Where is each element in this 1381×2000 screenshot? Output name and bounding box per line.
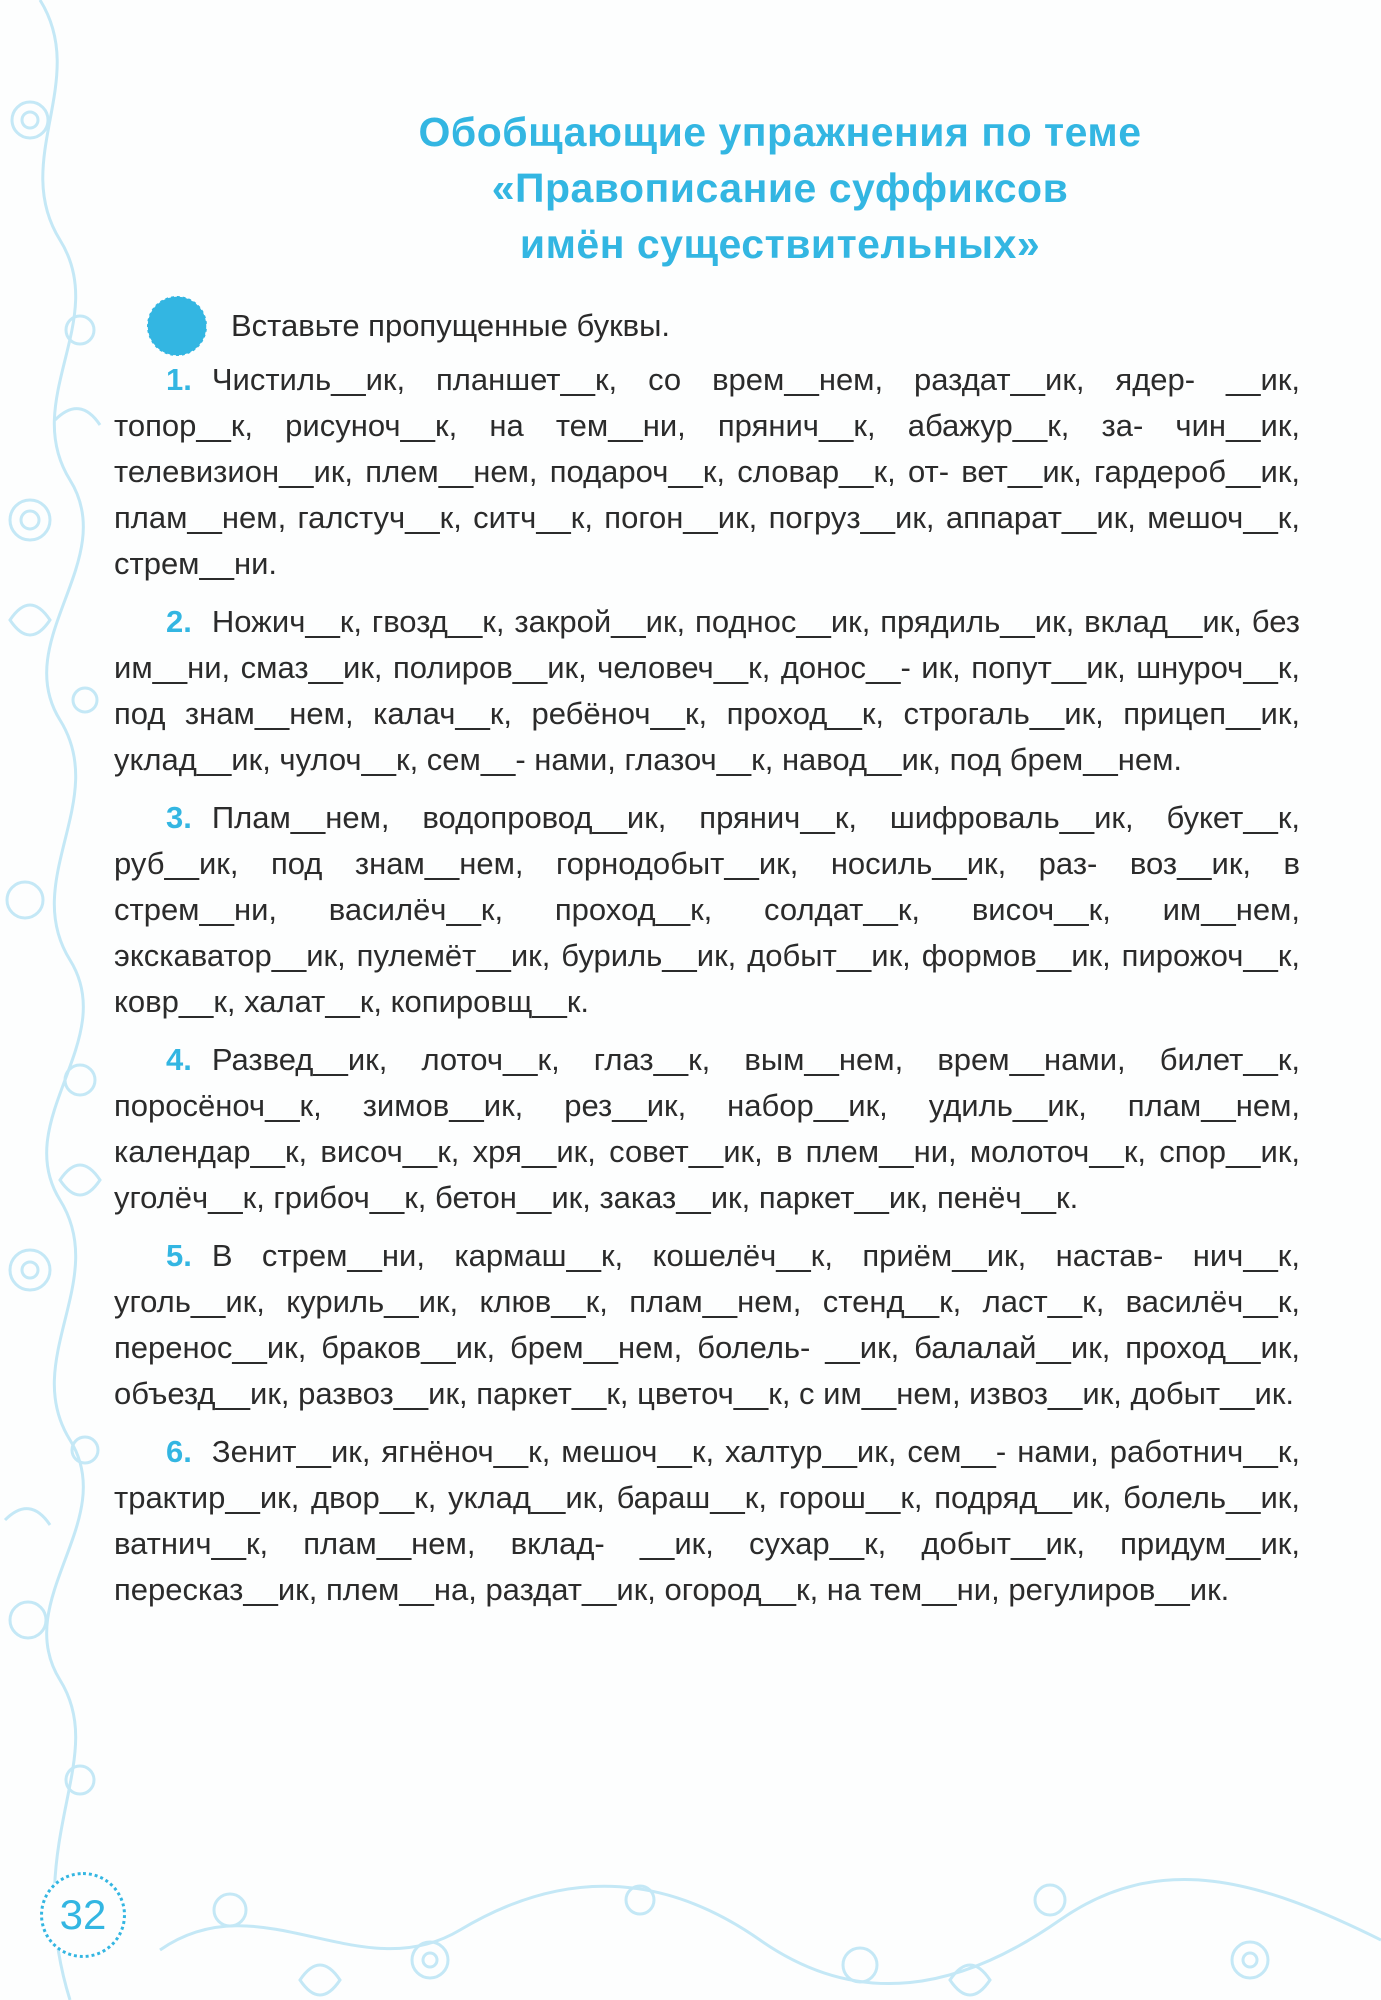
task-instruction [145, 300, 670, 352]
exercise-3 [114, 795, 1300, 1025]
exercise-number: 4. [166, 1042, 192, 1077]
exercise-number: 1. [166, 362, 192, 397]
title-line-1: Обобщающие упражнения по теме [418, 109, 1142, 155]
exercise-text: Плам__нем, водопровод__ик, прянич__к, шифроваль__ик, букет__к, руб__ик, под знам__нем, горнодобыт__ик, носиль__ик, раз- воз__ик, в стрем__ни, василёч__к, проход__к, солдат__к, височ__к, им__нем, экскаватор__ик, пулемёт__ик, буриль__ик, добыт__ик, формов__ик, пирожоч__к, ковр__к, халат__к, копировщ__к. [114, 800, 1300, 1019]
gear-badge-icon [145, 294, 209, 358]
exercise-text: Развед__ик, лоточ__к, глаз__к, вым__нем, врем__нами, билет__к, поросёноч__к, зимов__ик, рез__ик, набор__ик, удиль__ик, плам__нем, календар__к, височ__к, хря__ик, совет__ик, в плем__ни, молоточ__к, спор__ик, уголёч__к, грибоч__к, бетон__ик, заказ__ик, паркет__ик, пенёч__к. [114, 1042, 1300, 1215]
page-number [40, 1872, 126, 1958]
exercise-list [114, 357, 1300, 1625]
page-title [180, 104, 1380, 272]
instruction-text: Вставьте пропущенные буквы. [231, 308, 670, 343]
exercise-4 [114, 1037, 1300, 1221]
exercise-text: Ножич__к, гвозд__к, закрой__ик, поднос__ик, прядиль__ик, вклад__ик, без им__ни, смаз__ик, полиров__ик, человеч__к, донос__- ик, попут__ик, шнуроч__к, под знам__нем, калач__к, ребёноч__к, проход__к, строгаль__ик, прицеп__ик, уклад__ик, чулоч__к, сем__- нами, глазоч__к, навод__ик, под брем__нем. [114, 604, 1300, 777]
exercise-5 [114, 1233, 1300, 1417]
exercise-number: 3. [166, 800, 192, 835]
exercise-1 [114, 357, 1300, 587]
exercise-2 [114, 599, 1300, 783]
exercise-text: В стрем__ни, кармаш__к, кошелёч__к, приём__ик, настав- нич__к, уголь__ик, куриль__ик, клюв__к, плам__нем, стенд__к, ласт__к, василёч__к, перенос__ик, браков__ик, брем__нем, болель- __ик, балалай__ик, проход__ик, объезд__ик, развоз__ик, паркет__к, цветоч__к, с им__нем, извоз__ик, добыт__ик. [114, 1238, 1300, 1411]
exercise-6 [114, 1429, 1300, 1613]
title-line-2: «Правописание суффиксов [491, 165, 1069, 211]
floral-border-bottom [0, 1840, 1381, 2000]
page-number-text: 32 [59, 1891, 107, 1938]
floral-border-left [0, 0, 120, 2000]
exercise-number: 6. [166, 1434, 192, 1469]
exercise-text: Зенит__ик, ягнёноч__к, мешоч__к, халтур__ик, сем__- нами, работнич__к, трактир__ик, двор__к, уклад__ик, бараш__к, горош__к, подряд__ик, болель__ик, ватнич__к, плам__нем, вклад- __ик, сухар__к, добыт__ик, придум__ик, пересказ__ик, плем__на, раздат__ик, огород__к, на тем__ни, регулиров__ик. [114, 1434, 1300, 1607]
title-line-3: имён существительных» [519, 221, 1041, 267]
exercise-number: 5. [166, 1238, 192, 1273]
exercise-text: Чистиль__ик, планшет__к, со врем__нем, раздат__ик, ядер- __ик, топор__к, рисуноч__к, на тем__ни, прянич__к, абажур__к, за- чин__ик, телевизион__ик, плем__нем, подароч__к, словар__к, от- вет__ик, гардероб__ик, плам__нем, галстуч__к, ситч__к, погон__ик, погруз__ик, аппарат__ик, мешоч__к, стрем__ни. [114, 362, 1300, 581]
exercise-number: 2. [166, 604, 192, 639]
